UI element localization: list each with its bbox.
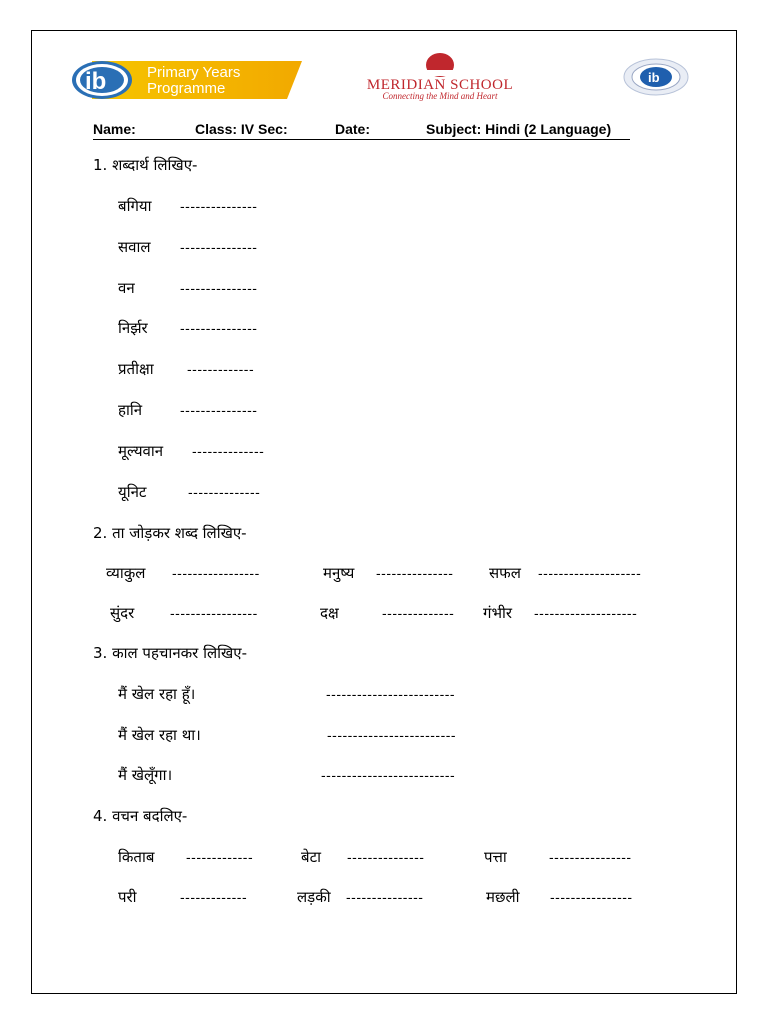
- q2-word: दक्ष: [320, 604, 339, 622]
- q2-blank: ---------------: [376, 565, 454, 581]
- header-underline: [93, 139, 630, 140]
- q1-word: बगिया: [118, 197, 152, 215]
- q1-word: मूल्यवान: [118, 442, 164, 460]
- q2-blank: -----------------: [170, 605, 258, 621]
- q3-blank: -------------------------: [326, 686, 456, 702]
- q2-word: सुंदर: [110, 604, 135, 622]
- ib-line2: Programme: [147, 80, 226, 97]
- ib-pyp-logo: [72, 59, 302, 101]
- q1-word: हानि: [118, 401, 143, 419]
- q1-blank: ---------------: [180, 239, 258, 255]
- q4-blank: -------------: [180, 889, 248, 905]
- ib-world-school-seal-icon: [623, 58, 689, 96]
- q2-word: गंभीर: [483, 604, 513, 622]
- q4-word: लड़की: [297, 888, 331, 906]
- q1-blank: --------------: [192, 443, 265, 459]
- q1-word: वन: [118, 279, 135, 297]
- ib-line1: Primary Years: [147, 64, 241, 81]
- q1-blank: --------------: [188, 484, 261, 500]
- q1-blank: -------------: [187, 361, 255, 377]
- class-label: Class: IV Sec:: [195, 121, 288, 137]
- q1-word: यूनिट: [118, 483, 147, 501]
- q1-blank: ---------------: [180, 402, 258, 418]
- q2-blank: --------------: [382, 605, 455, 621]
- q4-blank: ---------------: [347, 849, 425, 865]
- q4-blank: ----------------: [550, 889, 633, 905]
- school-tagline: Connecting the Mind and Heart: [382, 91, 498, 101]
- school-name: MERIDIAN SCHOOL: [366, 77, 514, 93]
- q4-blank: -------------: [186, 849, 254, 865]
- q3-sentence: मैं खेल रहा हूँ।: [118, 685, 196, 703]
- q2-blank: --------------------: [534, 605, 638, 621]
- name-label: Name:: [93, 121, 136, 137]
- q2-blank: -----------------: [172, 565, 260, 581]
- q4-word: बेटा: [301, 848, 322, 866]
- q4-word: मछली: [486, 888, 520, 906]
- subject-label: Subject: Hindi (2 Language): [426, 121, 612, 137]
- q3-sentence: मैं खेल रहा था।: [118, 726, 201, 744]
- q4-title: 4. वचन बदलिए-: [93, 807, 188, 825]
- q1-word: प्रतीक्षा: [118, 360, 154, 378]
- q1-word: सवाल: [118, 238, 151, 256]
- q2-word: मनुष्य: [323, 564, 355, 582]
- q1-blank: ---------------: [180, 280, 258, 296]
- meridian-school-logo: [333, 52, 548, 102]
- q3-blank: -------------------------: [327, 727, 457, 743]
- q1-title: 1. शब्दार्थ लिखिए-: [93, 156, 198, 174]
- q4-blank: ---------------: [346, 889, 424, 905]
- q3-blank: --------------------------: [321, 767, 456, 783]
- q2-word: व्याकुल: [106, 564, 146, 582]
- q2-word: सफल: [489, 564, 521, 582]
- q2-title: 2. ता जोड़कर शब्द लिखिए-: [93, 524, 247, 542]
- q2-blank: --------------------: [538, 565, 642, 581]
- q4-word: पत्ता: [484, 848, 507, 866]
- q4-blank: ----------------: [549, 849, 632, 865]
- q4-word: किताब: [118, 848, 155, 866]
- q3-title: 3. काल पहचानकर लिखिए-: [93, 644, 247, 662]
- q1-blank: ---------------: [180, 198, 258, 214]
- date-label: Date:: [335, 121, 371, 137]
- q4-word: परी: [118, 888, 137, 906]
- svg-text:ib: ib: [648, 70, 660, 85]
- q1-word: निर्झर: [118, 319, 148, 337]
- q1-blank: ---------------: [180, 320, 258, 336]
- q3-sentence: मैं खेलूँगा।: [118, 766, 173, 784]
- svg-text:ib: ib: [85, 68, 107, 95]
